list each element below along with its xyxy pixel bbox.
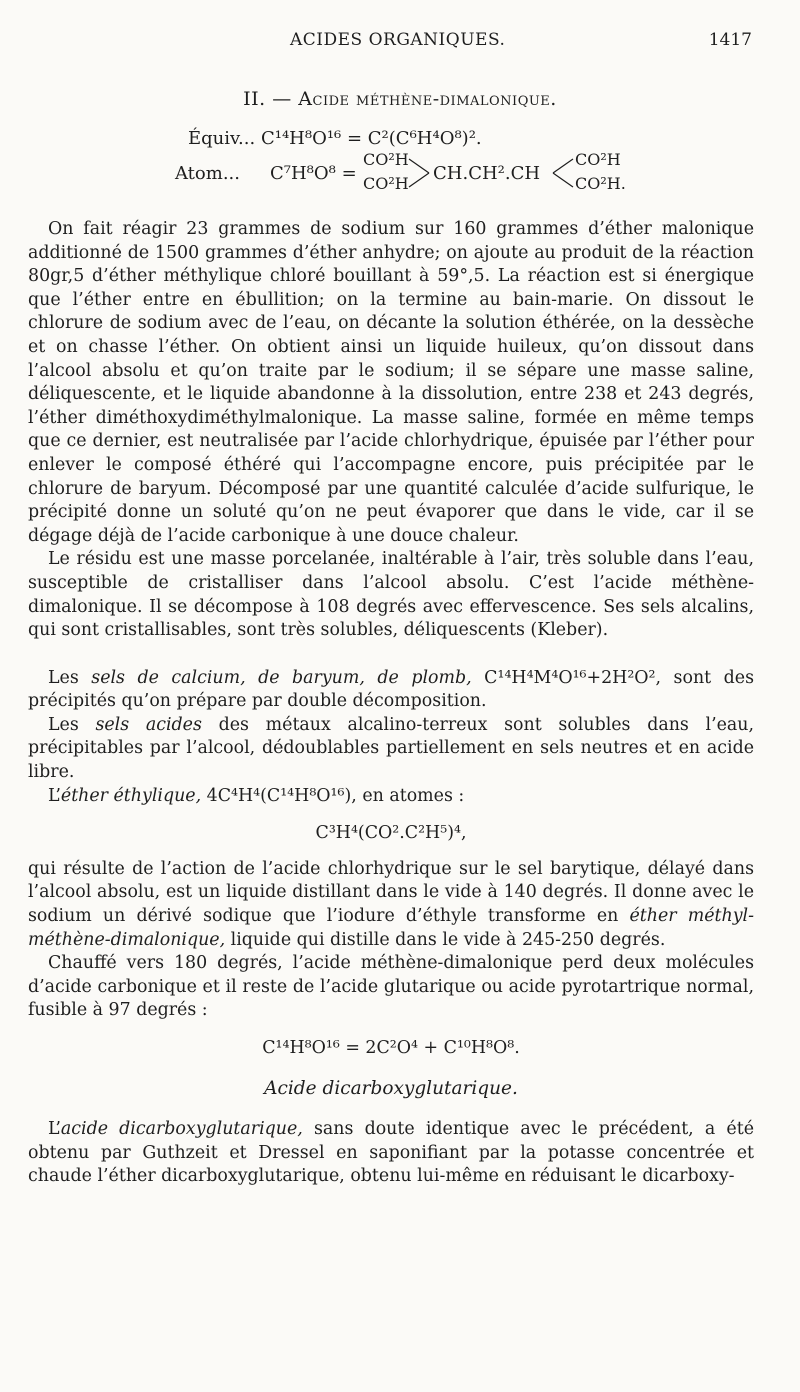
formula-ethyl-ether: C³H⁴(CO².C²H⁵)⁴, [315,823,467,844]
body-text [28,218,754,1189]
section-number: II. [243,88,266,110]
salts-term: sels de calcium, de baryum, de plomb, [91,667,472,688]
page-number: 1417 [708,30,752,50]
section-heading [0,88,800,110]
equiv-formula: C¹⁴H⁸O¹⁶ = C²(C⁶H⁴O⁸)². [260,128,482,149]
atom-left-bottom: CO²H [363,174,409,193]
formula-equivalents [188,128,482,149]
paragraph-heating: Chauffé vers 180 degrés, l’acide méthène-dimalonique perd deux molécules d’acide carbonique et il reste de l’acide glutarique ou acide pyrotartrique normal, fusible à 97 degrés : [28,953,754,1021]
atom-right-top: CO²H [575,150,621,169]
atom-right-bottom: CO²H. [575,174,626,193]
paragraph-properties: Le résidu est une masse porcelanée, inaltérable à l’air, très soluble dans l’eau, susceptible de cristalliser dans l’alcool absolu. C’est l’acide méthène-dimalonique. Il se décompose à 108 degrés avec effervescence. Ses sels alcalins, qui sont cristallisables, sont très solubles, déliquescents (Kleber). [28,549,754,641]
bond-lines-left [407,156,433,190]
paragraph-acid-salts: Les sels acides des métaux alcalino-terreux sont solubles dans l’eau, précipitables par l’alcool, dédoublables partiellement en sels neutres et en acide libre. [28,714,754,783]
paragraph-preparation: On fait réagir 23 grammes de sodium sur 160 grammes d’éther malonique additionné de 1500 grammes d’éther anhydre; on ajoute au produit de la réaction 80gr,5 d’éther méthylique chloré bouillant à 59°,5. La réaction est si énergique que l’éther entre en ébullition; on la termine au bain-marie. On dissout le chlorure de sodium avec de l’eau, on décante la solution éthérée, on la dessèche et on chasse l’éther. On obtient ainsi un liquide huileux, qu’on dissout dans l’alcool absolu et qu’on traite par le sodium; il se sépare une masse saline, déliquescente, et le liquide abandonne à la dissolution, entre 238 et 243 degrés, l’éther diméthoxydiméthylmalonique. La masse saline, formée en même temps que ce dernier, est neutralisée par l’acide chlorhydrique, épuisée par l’éther pour enlever le composé éthéré qui l’accompagne encore, puis précipitée par le chlorure de baryum. Décomposé par une quantité calculée d’acide sulfurique, le précipité donne un soluté qu’on ne peut évaporer que dans le vide, car il se dégage déjà de l’acide carbonique à une douce chaleur. [28,219,754,546]
paragraph-salts: Les sels de calcium, de baryum, de plomb, C¹⁴H⁴M⁴O¹⁶+2H²O², sont des précipités qu’on prépare par double décomposition. [28,667,754,712]
subsection-title: Acide dicarboxyglutarique. [264,1077,518,1099]
running-head [0,30,800,56]
running-title: ACIDES ORGANIQUES. [290,30,506,50]
acid-salts-term: sels acides [95,714,202,735]
paragraph-dicarboxyglutaric: L’acide dicarboxyglutarique, sans doute identique avec le précédent, a été obtenu par Guthzeit et Dressel en saponifiant par la potasse concentrée et chaude l’éther dicarboxyglutarique, obtenu lui-même en réduisant le dicarboxy- [28,1119,754,1187]
ethyl-ether-term: éther éthylique, [60,785,202,806]
atom-left-top: CO²H [363,150,409,169]
section-title: Acide méthène-dimalonique. [298,88,557,110]
atom-center: CH.CH².CH [433,163,541,184]
atom-label: Atom... [175,163,240,184]
formula-atoms [175,150,695,198]
paragraph-ethyl-ether-continued: qui résulte de l’action de l’acide chlorhydrique sur le sel barytique, délayé dans l’alcool absolu, est un liquide distillant dans le vide à 140 degrés. Il donne avec le sodium un dérivé sodique que l’iodure d’éthyle transforme en éther méthyl-méthène-dimalonique, liquide qui distille dans le vide à 245-250 degrés. [28,858,754,950]
paragraph-ethyl-ether: L’éther éthylique, 4C⁴H⁴(C¹⁴H⁸O¹⁶), en atomes : [48,785,465,806]
bond-lines-right [549,156,575,190]
equiv-label: Équiv... [188,128,256,149]
section-dash: — [272,88,292,110]
formula-decomposition: C¹⁴H⁸O¹⁶ = 2C²O⁴ + C¹⁰H⁸O⁸. [262,1038,520,1058]
methyl-ether-term: éther méthyl-méthène-dimalonique, [28,906,754,950]
atom-lhs: C⁷H⁸O⁸ = [270,163,357,184]
dicarboxyglutaric-term: acide dicarboxyglutarique, [60,1119,303,1140]
